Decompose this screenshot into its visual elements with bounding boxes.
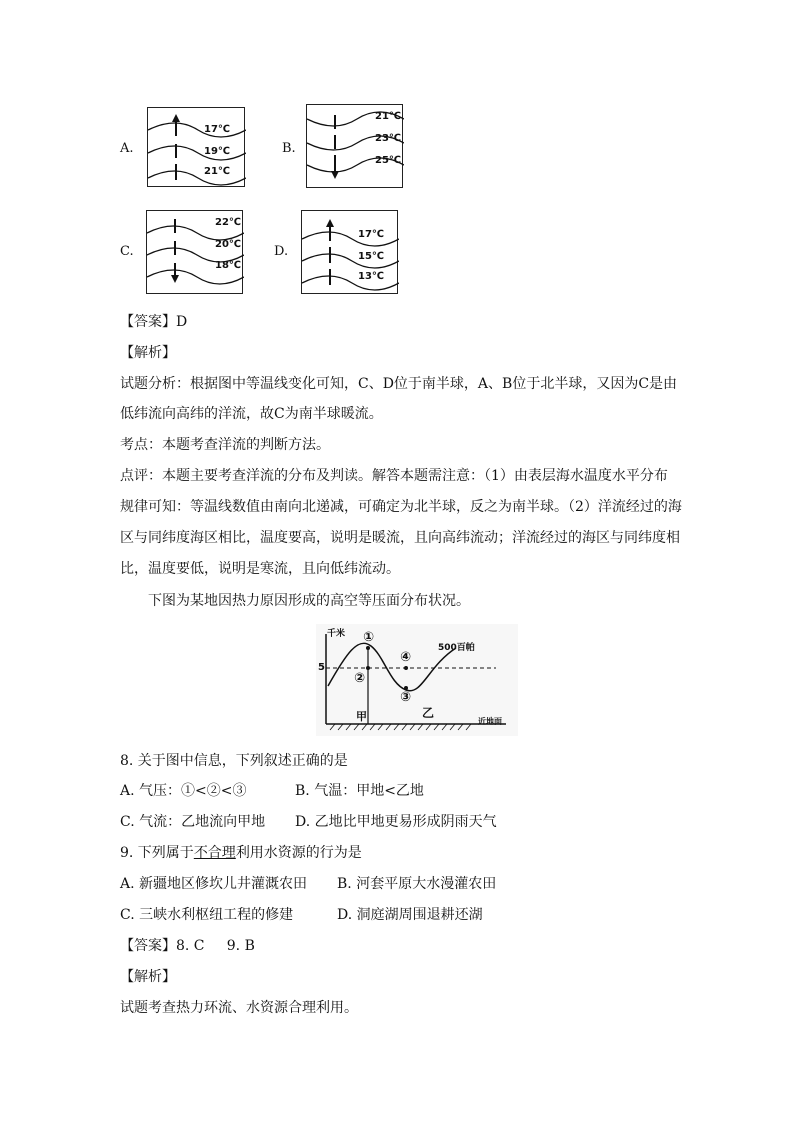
isotherm-label: 21℃: [375, 111, 402, 122]
isotherm-label: 13℃: [358, 271, 385, 282]
point-1: [366, 646, 370, 650]
q9-option-c: C. 三峡水利枢纽工程的修建: [120, 907, 294, 923]
isotherm-label: 22℃: [215, 217, 242, 228]
q8-option-b: B. 气温：甲地<乙地: [295, 783, 424, 799]
isotherm-label: 21℃: [204, 166, 231, 177]
isotherm-figure-d: [301, 210, 398, 294]
analysis-1-line: 试题分析：根据图中等温线变化可知，C、D位于南半球，A、B位于北半球，又因为C是由: [120, 376, 678, 392]
analysis-1-line: 规律可知：等温线数值由南向北递减，可确定为北半球，反之为南半球。（2）洋流经过的海: [120, 499, 682, 515]
isotherm-label: 25℃: [375, 155, 402, 166]
curve-label: 500百帕: [438, 643, 475, 653]
q8-option-d: D. 乙地比甲地更易形成阴雨天气: [295, 814, 497, 830]
q8-option-c: C. 气流：乙地流向甲地: [120, 814, 266, 830]
y-value-label: 5: [318, 662, 325, 673]
isotherm-label: 19℃: [204, 146, 231, 157]
q8-option-a: A. 气压：①<②<③: [120, 783, 247, 799]
point-label-2: ②: [354, 671, 366, 686]
q9-stem: [120, 843, 362, 863]
q9-stem-post: 利用水资源的行为是: [235, 845, 362, 861]
isotherm-label: 15℃: [358, 251, 385, 262]
y-unit-label: 千米: [327, 629, 346, 639]
option-c-label: C.: [120, 244, 134, 259]
point-label-3: ③: [400, 690, 412, 705]
place-label-yi: 乙: [422, 706, 435, 720]
answer-2: 【答案】8. C 9. B: [120, 938, 255, 954]
analysis-1-line: 点评：本题主要考查洋流的分布及判读。解答本题需注意：（1）由表层海水温度水平分布: [120, 468, 668, 484]
point-label-1: ①: [363, 630, 375, 645]
isotherm-figure-b: [306, 104, 403, 188]
q9-stem-pre: 9. 下列属于: [120, 845, 194, 861]
isobaric-curve-500hpa: [328, 643, 456, 691]
answer-1: 【答案】D: [120, 314, 188, 330]
option-b-label: B.: [282, 141, 296, 156]
analysis-1-line: 考点：本题考查洋流的判断方法。: [120, 437, 330, 453]
q9-stem-underlined: 不合理: [193, 845, 236, 861]
isobar-diagram: [316, 624, 518, 736]
analysis-1-line: 比，温度要低，说明是寒流，且向低纬流动。: [120, 561, 400, 577]
q9-option-b: B. 河套平原大水漫灌农田: [337, 876, 497, 892]
option-d-label: D.: [274, 244, 289, 259]
analysis-2-line: 试题考查热力环流、水资源合理利用。: [120, 1000, 358, 1016]
ground-label: 近地面: [478, 717, 502, 726]
point-2: [366, 666, 370, 670]
analysis-1-heading: 【解析】: [120, 345, 176, 361]
analysis-1-line: 低纬流向高纬的洋流，故C为南半球暖流。: [120, 406, 383, 422]
option-a-label: A.: [120, 141, 134, 156]
isotherm-label: 18℃: [215, 260, 242, 271]
ground-hatch: [330, 724, 471, 730]
isotherm-label: 23℃: [375, 133, 402, 144]
q9-option-a: A. 新疆地区修坎儿井灌溉农田: [120, 876, 308, 892]
point-4: [404, 666, 408, 670]
analysis-2-heading: 【解析】: [120, 969, 176, 985]
isotherm-label: 17℃: [358, 229, 385, 240]
isotherm-label: 20℃: [215, 239, 242, 250]
isotherm-figure-c: [146, 210, 243, 294]
place-label-jia: 甲: [356, 710, 367, 723]
figure-2-intro: 下图为某地因热力原因形成的高空等压面分布状况。: [148, 593, 470, 609]
q8-stem: 8. 关于图中信息，下列叙述正确的是: [120, 753, 348, 769]
point-label-4: ④: [400, 650, 412, 665]
analysis-1-line: 区与同纬度海区相比，温度要高，说明是暖流，且向高纬流动；洋流经过的海区与同纬度相: [120, 530, 680, 546]
isotherm-figure-a: [147, 107, 245, 187]
isotherm-label: 17℃: [204, 124, 231, 135]
q9-option-d: D. 洞庭湖周围退耕还湖: [337, 907, 483, 923]
